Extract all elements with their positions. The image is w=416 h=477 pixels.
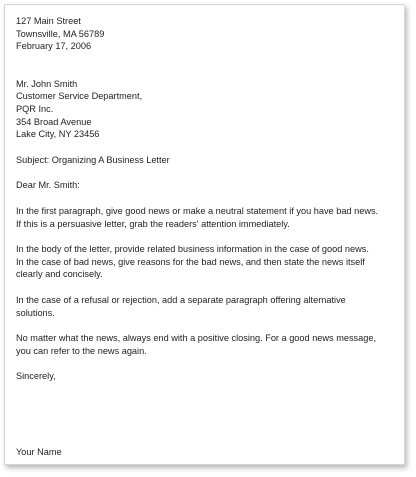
- paragraph-line: solutions.: [16, 307, 55, 318]
- recipient-company: PQR Inc.: [16, 103, 54, 114]
- sender-street: 127 Main Street: [16, 16, 81, 26]
- recipient-department: Customer Service Department,: [16, 91, 143, 102]
- paragraph-line: In the case of a refusal or rejection, add a separate paragraph offering alternative: [16, 294, 346, 305]
- paragraph-line: In the body of the letter, provide related business information in the case of good news.: [16, 244, 369, 255]
- signature-name: Your Name: [16, 446, 62, 457]
- recipient-address: [16, 78, 400, 141]
- subject-line: Subject: Organizing A Business Letter: [16, 154, 170, 165]
- paragraph-line: you can refer to the news again.: [16, 345, 147, 356]
- letter-page: [4, 4, 405, 465]
- sender-city-state-zip: Townsville, MA 56789: [16, 28, 105, 39]
- recipient-street: 354 Broad Avenue: [16, 116, 92, 127]
- sender-address: [16, 15, 400, 53]
- paragraph-line: In the case of bad news, give reasons for the bad news, and then state the news itself: [16, 256, 365, 267]
- recipient-name: Mr. John Smith: [16, 78, 78, 89]
- closing: Sincerely,: [16, 371, 56, 382]
- paragraph-line: clearly and concisely.: [16, 269, 103, 280]
- paragraph-1: [16, 205, 400, 230]
- paragraph-line: In the first paragraph, give good news or make a neutral statement if you have bad news.: [16, 205, 379, 216]
- salutation: Dear Mr. Smith:: [16, 180, 80, 191]
- letter-date: February 17, 2006: [16, 41, 92, 52]
- paragraph-2: [16, 243, 400, 281]
- recipient-city-state-zip: Lake City, NY 23456: [16, 129, 100, 140]
- paragraph-line: No matter what the news, always end with a positive closing. For a good news message,: [16, 333, 377, 344]
- paragraph-4: [16, 332, 400, 357]
- letter-body: [16, 15, 400, 458]
- paragraph-line: If this is a persuasive letter, grab the readers' attention immediately.: [16, 218, 290, 229]
- paragraph-3: [16, 294, 400, 319]
